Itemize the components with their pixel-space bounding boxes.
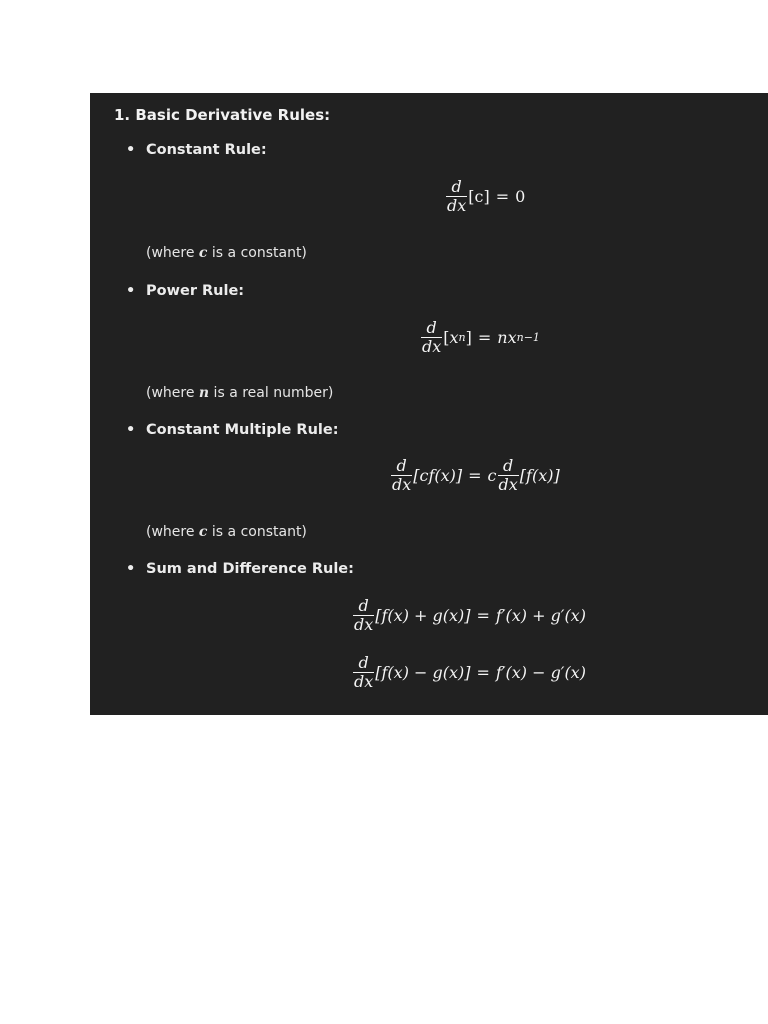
- derivative-operator: $\frac{d}{dx}$: [447, 177, 467, 215]
- rule-constant-multiple-label: • Constant Multiple Rule:: [126, 422, 339, 438]
- rule-sum-difference-label: • Sum and Difference Rule:: [126, 561, 354, 577]
- rule-constant-multiple-note: (where c is a constant): [146, 524, 307, 540]
- derivative-operator: $\frac{d}{dx}$: [354, 653, 374, 691]
- derivative-operator: $\frac{d}{dx}$: [354, 596, 374, 634]
- rule-constant-label: • Constant Rule:: [126, 142, 267, 158]
- section-heading: 1. Basic Derivative Rules:: [114, 106, 331, 124]
- rule-power-label: • Power Rule:: [126, 283, 245, 299]
- rule-power-note: (where n is a real number): [146, 385, 334, 401]
- rules-panel: [90, 93, 768, 715]
- bullet-icon: •: [126, 561, 136, 577]
- equation-constant-rule: $\frac{d}{dx}$ [c] = 0: [447, 177, 526, 215]
- bullet-icon: •: [126, 283, 136, 299]
- equation-power-rule: $\frac{d}{dx}$ [ x n ] = nx n−1: [422, 318, 540, 356]
- equation-constant-multiple-rule: $\frac{d}{dx}$ [cf(x)] = c $\frac{d}{dx}$ [f(x)]: [392, 456, 560, 494]
- derivative-operator: $\frac{d}{dx}$: [422, 318, 442, 356]
- derivative-operator: $\frac{d}{dx}$: [498, 456, 518, 494]
- bullet-icon: •: [126, 142, 136, 158]
- equation-difference-rule: $\frac{d}{dx}$ [f(x) − g(x)] = f′(x) − g′(x): [354, 653, 586, 691]
- equation-sum-rule: $\frac{d}{dx}$ [f(x) + g(x)] = f′(x) + g′(x): [354, 596, 586, 634]
- rule-constant-note: (where c is a constant): [146, 245, 307, 261]
- bullet-icon: •: [126, 422, 136, 438]
- derivative-operator: $\frac{d}{dx}$: [392, 456, 412, 494]
